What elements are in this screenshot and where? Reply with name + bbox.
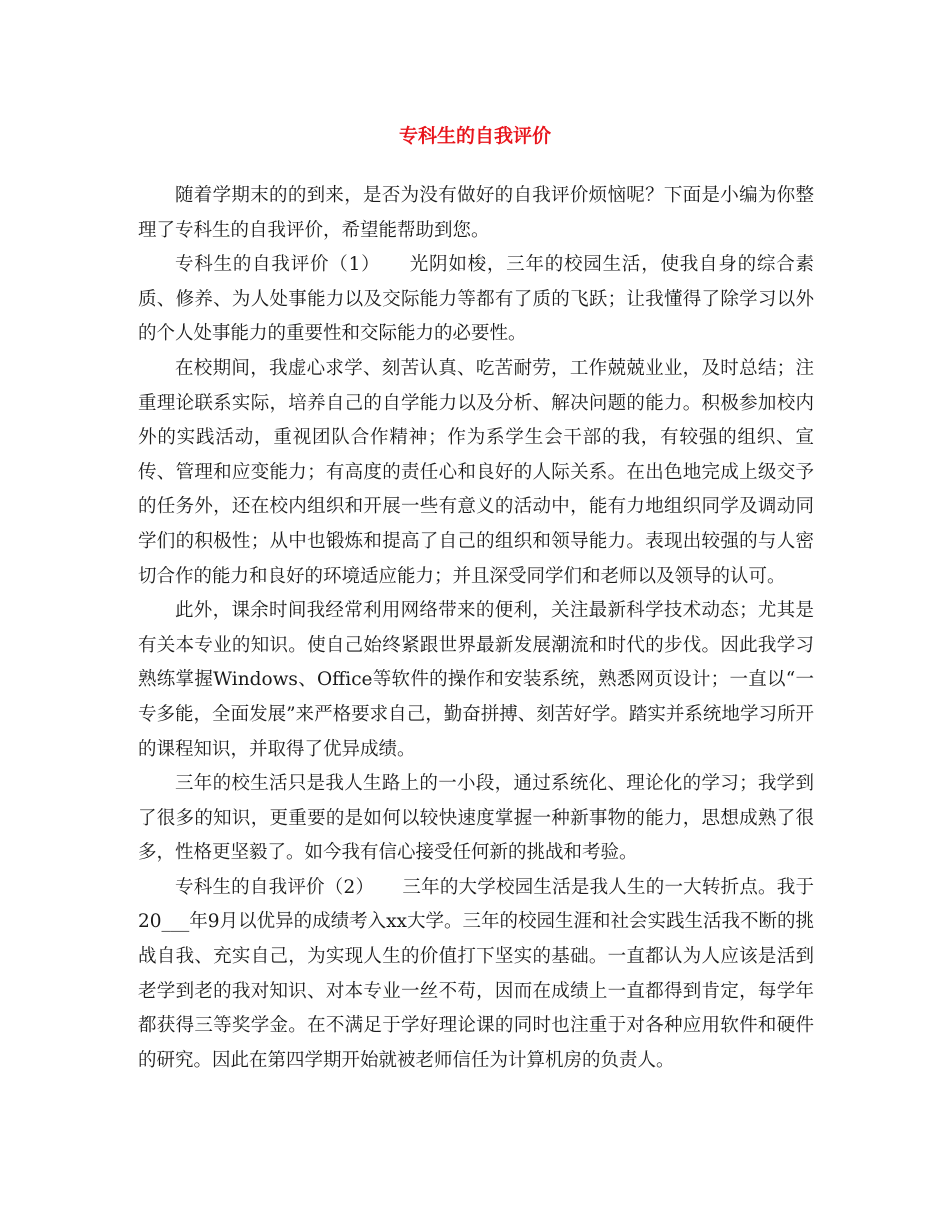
paragraph-evaluation-2: 专科生的自我评价（2） 三年的大学校园生活是我人生的一大转折点。我于20___年9月以优异的成绩考入xx大学。三年的校园生涯和社会实践生活我不断的挑战自我、充实自己，为实现人生的价值打下坚实的基础。一直都认为人应该是活到老学到老的我对知识、对本专业一丝不苟，因而在成绩上一直都得到肯定，每学年都获得三等奖学金。在不满足于学好理论课的同时也注重于对各种应用软件和硬件的研究。因此在第四学期开始就被老师信任为计算机房的负责人。 [138, 876, 814, 1071]
page-title: 专科生的自我评价 [398, 125, 551, 147]
paragraph-intro: 随着学期末的的到来，是否为没有做好的自我评价烦恼呢？下面是小编为你整理了专科生的自我评价，希望能帮助到您。 [138, 185, 814, 241]
paragraph-extracurricular: 此外，课余时间我经常利用网络带来的便利，关注最新科学技术动态；尤其是有关本专业的知识。使自己始终紧跟世界最新发展潮流和时代的步伐。因此我学习熟练掌握Windows、Office等软件的操作和安装系统，熟悉网页设计；一直以“一专多能，全面发展”来严格要求自己，勤奋拼搏、刻苦好学。踏实并系统地学习所开的课程知识，并取得了优异成绩。 [138, 600, 814, 760]
document-body [138, 179, 814, 1078]
paragraph-evaluation-1: 专科生的自我评价（1） 光阴如梭，三年的校园生活，使我自身的综合素质、修养、为人处事能力以及交际能力等都有了质的飞跃；让我懂得了除学习以外的个人处事能力的重要性和交际能力的必要性。 [138, 254, 814, 345]
paragraph-summary: 三年的校生活只是我人生路上的一小段，通过系统化、理论化的学习；我学到了很多的知识，更重要的是如何以较快速度掌握一种新事物的能力，思想成熟了很多，性格更坚毅了。如今我有信心接受任何新的挑战和考验。 [138, 773, 814, 864]
paragraph-school-period: 在校期间，我虚心求学、刻苦认真、吃苦耐劳，工作兢兢业业，及时总结；注重理论联系实际，培养自己的自学能力以及分析、解决问题的能力。积极参加校内外的实践活动，重视团队合作精神；作为系学生会干部的我，有较强的组织、宣传、管理和应变能力；有高度的责任心和良好的人际关系。在出色地完成上级交予的任务外，还在校内组织和开展一些有意义的活动中，能有力地组织同学及调动同学们的积极性；从中也锻炼和提高了自己的组织和领导能力。表现出较强的与人密切合作的能力和良好的环境适应能力；并且深受同学们和老师以及领导的认可。 [138, 357, 814, 587]
